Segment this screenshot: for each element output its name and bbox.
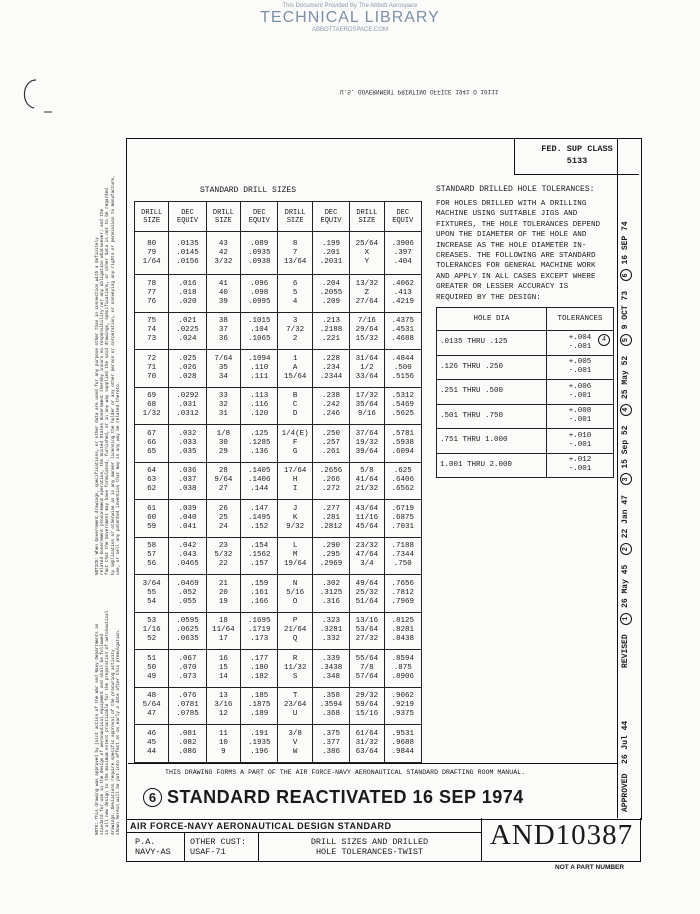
- drill-cell: .9062 .9219 .9375: [384, 687, 421, 725]
- drill-cell: 43 42 3/32: [206, 232, 240, 275]
- drill-cell: 21 20 19: [206, 575, 240, 613]
- drill-cell: .204 .2055 .209: [312, 275, 349, 313]
- library-title: TECHNICAL LIBRARY: [260, 9, 440, 26]
- drill-cell: 33 32 31: [206, 387, 240, 425]
- tolerance-cell: +.008 -.001: [547, 404, 614, 429]
- table-row: [437, 404, 614, 429]
- drawing-title: DRILL SIZES AND DRILLED HOLE TOLERANCES-TWIST: [310, 837, 429, 857]
- drill-cell: .375 .377 .386: [312, 725, 349, 763]
- drill-cell: J K 9/32: [278, 500, 312, 538]
- drill-cell: 17/32 35/64 9/16: [350, 387, 384, 425]
- drill-cell: .191 .1935 .196: [241, 725, 278, 763]
- tol-header-tolerances: TOLERANCES: [547, 308, 614, 331]
- tolerance-cell: +.004 -.001: [547, 331, 614, 356]
- drill-cell: .076 .0781 .0785: [169, 687, 206, 725]
- drill-cell: 53 1/16 52: [135, 612, 169, 650]
- drill-cell: .8125 .8281 .8438: [384, 612, 421, 650]
- table-row: [437, 355, 614, 380]
- table-row: [437, 380, 614, 405]
- reactivated-banner: [143, 787, 524, 808]
- hole-dia-cell: .126 THRU .250: [437, 355, 547, 380]
- drill-cell: 1 A 15/64: [278, 350, 312, 388]
- drill-header-2: DRILL SIZE: [206, 202, 240, 232]
- drill-cell: 38 37 36: [206, 312, 240, 350]
- drill-cell: 7/64 35 34: [206, 350, 240, 388]
- tolerance-cell: +.005 -.001: [547, 355, 614, 380]
- drill-cell: .0135 .0145 .0156: [169, 232, 206, 275]
- drill-cell: 18 11/64 17: [206, 612, 240, 650]
- drill-cell: 23 5/32 22: [206, 537, 240, 575]
- drill-cell: 43/64 11/16 45/64: [350, 500, 384, 538]
- tolerance-cell: +.010 -.001: [547, 429, 614, 454]
- drill-cell: 17/64 H I: [278, 462, 312, 500]
- drill-cell: .3906 .397 .404: [384, 232, 421, 275]
- drill-cell: .1695 .1719 .173: [241, 612, 278, 650]
- drill-cell: .067 .070 .073: [169, 650, 206, 688]
- drill-cell: .039 .040 .041: [169, 500, 206, 538]
- drill-cell: T 23/64 U: [278, 687, 312, 725]
- drill-cell: 1/4(E) F G: [278, 425, 312, 463]
- drill-cell: 13 3/16 12: [206, 687, 240, 725]
- org-title: AIR FORCE-NAVY AERONAUTICAL DESIGN STANDARD: [130, 821, 392, 831]
- drill-cell: .7188 .7344 .750: [384, 537, 421, 575]
- table-row: [135, 462, 422, 500]
- drill-cell: .0292 .031 .0312: [169, 387, 206, 425]
- drill-cell: 61/64 31/32 63/64: [350, 725, 384, 763]
- drill-cell: .4844 .500 .5156: [384, 350, 421, 388]
- pa-field: P.A. NAVY-AS: [135, 837, 171, 857]
- cust-divider: [258, 832, 259, 862]
- drill-cell: 1/8 30 29: [206, 425, 240, 463]
- drill-header-0: DRILL SIZE: [135, 202, 169, 232]
- library-credit-line: This Document Provided By The Abbott Aerospace: [282, 3, 418, 9]
- manual-divider: [128, 763, 617, 764]
- number-divider: [481, 818, 482, 862]
- table-row: [135, 275, 422, 313]
- title-divider: [126, 832, 481, 833]
- drill-cell: 55/64 7/8 57/64: [350, 650, 384, 688]
- library-url[interactable]: ABBOTTAEROSPACE.COM: [311, 27, 389, 33]
- table-row: [135, 725, 422, 763]
- drill-cell: .4375 .4531 .4688: [384, 312, 421, 350]
- drill-cell: 61 60 59: [135, 500, 169, 538]
- drill-cell: .0595 .0625 .0635: [169, 612, 206, 650]
- drill-cell: .021 .0225 .024: [169, 312, 206, 350]
- table-row: [135, 650, 422, 688]
- tolerances-title: STANDARD DRILLED HOLE TOLERANCES:: [436, 185, 595, 194]
- drill-cell: 26 25 24: [206, 500, 240, 538]
- drill-cell: R 11/32 S: [278, 650, 312, 688]
- drill-cell: 29/32 59/64 15/16: [350, 687, 384, 725]
- drill-cell: .113 .116 .120: [241, 387, 278, 425]
- drill-cell: .358 .3594 .368: [312, 687, 349, 725]
- drill-cell: 16 15 14: [206, 650, 240, 688]
- drill-cell: .302 .3125 .316: [312, 575, 349, 613]
- drill-cell: 58 57 56: [135, 537, 169, 575]
- drill-cell: 13/32 Z 27/64: [350, 275, 384, 313]
- mirrored-printing-office-text: U.S. GOVERNMENT PRINTING OFFICE 1941 O 10111: [340, 88, 499, 95]
- drill-cell: .185 .1875 .189: [241, 687, 278, 725]
- drill-cell: 46 45 44: [135, 725, 169, 763]
- drill-cell: .125 .1285 .136: [241, 425, 278, 463]
- drill-cell: .0469 .052 .055: [169, 575, 206, 613]
- drill-cell: 5/8 41/64 21/32: [350, 462, 384, 500]
- drill-cell: .147 .1495 .152: [241, 500, 278, 538]
- drill-cell: 67 66 65: [135, 425, 169, 463]
- drill-cell: 72 71 70: [135, 350, 169, 388]
- drill-cell: 41 40 39: [206, 275, 240, 313]
- drill-cell: .625 .6406 .6562: [384, 462, 421, 500]
- drill-cell: .277 .281 .2812: [312, 500, 349, 538]
- manual-line: THIS DRAWING FORMS A PART OF THE AIR FORCE-NAVY AERONAUTICAL STANDARD DRAFTING ROOM MANUAL.: [165, 769, 526, 776]
- drill-cell: 69 68 1/32: [135, 387, 169, 425]
- table-row: [135, 350, 422, 388]
- standard-approval-note: NOTE: This drawing was approved by joint action of the War and Navy Departments as standard for use in the design of aeronautical equipment and shall be followed in all new design to the maximum extent practicable for the preparation of aeronautical drawings. Deviations require specific approval of the procuring activity shown herein will be put into effect at as early a date after this promulgation.: [95, 610, 121, 835]
- hole-dia-cell: .0135 THRU .125: [437, 331, 547, 356]
- drill-cell: .228 .234 .2344: [312, 350, 349, 388]
- table-row: [135, 425, 422, 463]
- drill-cell: B C D: [278, 387, 312, 425]
- hole-dia-cell: 1.001 THRU 2.000: [437, 453, 547, 478]
- drill-cell: 13/16 53/64 27/32: [350, 612, 384, 650]
- drill-sizes-table: [134, 201, 422, 763]
- drill-cell: P 21/64 Q: [278, 612, 312, 650]
- table-row: [437, 331, 614, 356]
- standard-number: AND10387: [489, 819, 634, 851]
- drill-cell: .042 .043 .0465: [169, 537, 206, 575]
- tol-header-hole-dia: HOLE DIA: [437, 308, 547, 331]
- drill-cell: 31/64 1/2 33/64: [350, 350, 384, 388]
- drill-cell: .032 .033 .035: [169, 425, 206, 463]
- drill-cell: 75 74 73: [135, 312, 169, 350]
- drill-header-6: DRILL SIZE: [350, 202, 384, 232]
- drill-cell: .8594 .875 .8906: [384, 650, 421, 688]
- drill-cell: 11 10 9: [206, 725, 240, 763]
- table-row: [135, 500, 422, 538]
- tolerance-cell: +.006 -.001: [547, 380, 614, 405]
- drill-cell: 3/8 V W: [278, 725, 312, 763]
- drill-cell: 48 5/64 47: [135, 687, 169, 725]
- drill-cell: 8 7 13/64: [278, 232, 312, 275]
- drill-header-7: DEC EQUIV: [384, 202, 421, 232]
- drill-cell: L M 19/64: [278, 537, 312, 575]
- drill-cell: .036 .037 .038: [169, 462, 206, 500]
- drill-cell: 23/32 47/64 3/4: [350, 537, 384, 575]
- table-row: [135, 687, 422, 725]
- table-row: [437, 453, 614, 478]
- hole-dia-cell: .751 THRU 1.000: [437, 429, 547, 454]
- revision-marker-6: 6: [143, 788, 162, 807]
- drill-cell: .2656 .266 .272: [312, 462, 349, 500]
- drill-cell: .213 .2188 .221: [312, 312, 349, 350]
- drill-cell: 25/64 X Y: [350, 232, 384, 275]
- drill-cell: 51 50 49: [135, 650, 169, 688]
- drill-cell: .7656 .7812 .7969: [384, 575, 421, 613]
- drill-header-1: DEC EQUIV: [169, 202, 206, 232]
- drill-cell: .199 .201 .2031: [312, 232, 349, 275]
- drill-cell: .9531 .9688 .9844: [384, 725, 421, 763]
- not-a-part-number: NOT A PART NUMBER: [555, 864, 625, 871]
- drill-cell: .1015 .104 .1065: [241, 312, 278, 350]
- drill-cell: 64 63 62: [135, 462, 169, 500]
- drill-cell: .6719 .6875 .7031: [384, 500, 421, 538]
- drill-header-3: DEC EQUIV: [241, 202, 278, 232]
- drill-cell: .177 .180 .182: [241, 650, 278, 688]
- reactivated-text: STANDARD REACTIVATED 16 SEP 1974: [167, 787, 524, 807]
- drill-cell: 80 79 1/64: [135, 232, 169, 275]
- drill-cell: .154 .1562 .157: [241, 537, 278, 575]
- drill-cell: .5312 .5469 .5625: [384, 387, 421, 425]
- tolerance-cell: +.012 -.001: [547, 453, 614, 478]
- drill-cell: 3/64 55 54: [135, 575, 169, 613]
- table-row: [135, 312, 422, 350]
- table-row: [135, 232, 422, 275]
- drill-cell: .1094 .110 .111: [241, 350, 278, 388]
- drill-cell: 6 5 4: [278, 275, 312, 313]
- table-row: [437, 429, 614, 454]
- drill-header-4: DRILL SIZE: [278, 202, 312, 232]
- drill-cell: .096 .098 .0995: [241, 275, 278, 313]
- drill-cell: .089 .0935 .0938: [241, 232, 278, 275]
- hole-dia-cell: .251 THRU .500: [437, 380, 547, 405]
- drill-cell: .159 .161 .166: [241, 575, 278, 613]
- tolerances-paragraph: FOR HOLES DRILLED WITH A DRILLING MACHINE USING SUITABLE JIGS AND FIXTURES, THE HOLE TOLERANCES DEPEND UPON THE DIAMETER OF THE HOLE AND INCREASE AS THE HOLE DIAMETER IN- CREASES. THE FOLLOWING ARE STANDARD TOLERANCES FOR GENERAL MACHINE WORK AND APPLY IN ALL CASES EXCEPT WHERE GREATER OR LESSER ACCURACY IS REQUIRED BY THE DESIGN:: [436, 200, 601, 302]
- drill-header-5: DEC EQUIV: [312, 202, 349, 232]
- drill-cell: .5781 .5938 .6094: [384, 425, 421, 463]
- drill-cell: .4062 .413 .4219: [384, 275, 421, 313]
- drill-cell: N 5/16 O: [278, 575, 312, 613]
- other-cust-field: OTHER CUST: USAF-71: [190, 837, 247, 857]
- drill-cell: .290 .295 .2969: [312, 537, 349, 575]
- table-row: [135, 575, 422, 613]
- drill-cell: .339 .3438 .348: [312, 650, 349, 688]
- drill-cell: .1405 .1406 .144: [241, 462, 278, 500]
- drill-cell: .081 .082 .086: [169, 725, 206, 763]
- pa-divider: [184, 832, 185, 862]
- tolerances-table: [436, 307, 614, 478]
- table-row: [135, 612, 422, 650]
- drill-cell: 7/16 29/64 15/32: [350, 312, 384, 350]
- hole-dia-cell: .501 THRU .750: [437, 404, 547, 429]
- drill-cell: 28 9/64 27: [206, 462, 240, 500]
- revision-history: APPROVED 26 Jul 44 REVISED 1 26 May 45 2 22 Jan 47 3 15 Sep 52 4 25 May 52 5 9 OCT 73 6 16 SEP 74: [621, 221, 630, 812]
- drill-cell: 3 7/32 2: [278, 312, 312, 350]
- punch-hole-icon: [14, 70, 54, 130]
- drill-cell: 78 77 76: [135, 275, 169, 313]
- table-row: [135, 387, 422, 425]
- drill-cell: 49/64 25/32 51/64: [350, 575, 384, 613]
- fed-sup-class-box: FED. SUP CLASS 5133: [514, 139, 639, 175]
- table-row: [135, 537, 422, 575]
- drill-sizes-title: STANDARD DRILL SIZES: [200, 186, 297, 195]
- drill-cell: .238 .242 .246: [312, 387, 349, 425]
- drill-cell: .016 .018 .020: [169, 275, 206, 313]
- drill-cell: .025 .026 .028: [169, 350, 206, 388]
- government-notice: NOTICE: When Government drawings, specifications, or other data are used for any purpose other than in connection with a definitely related Government procurement operation, the United States Government thereby incurs no responsibility nor any obligation whatsoever; and the fact that the Government may have formulated, furnished, or in any way supplied the said drawings, specifications, or other data is not to be regarded by implication or otherwise as in any manner licensing the holder or any other person or corporation, or conveying any rights or permission to manufacture, use, or sell any patented invention that may in any way be related thereto.: [95, 175, 121, 575]
- revision-marker-4: 4: [598, 334, 610, 346]
- drill-cell: .250 .257 .261: [312, 425, 349, 463]
- drill-cell: .323 .3281 .332: [312, 612, 349, 650]
- drill-cell: 37/64 19/32 39/64: [350, 425, 384, 463]
